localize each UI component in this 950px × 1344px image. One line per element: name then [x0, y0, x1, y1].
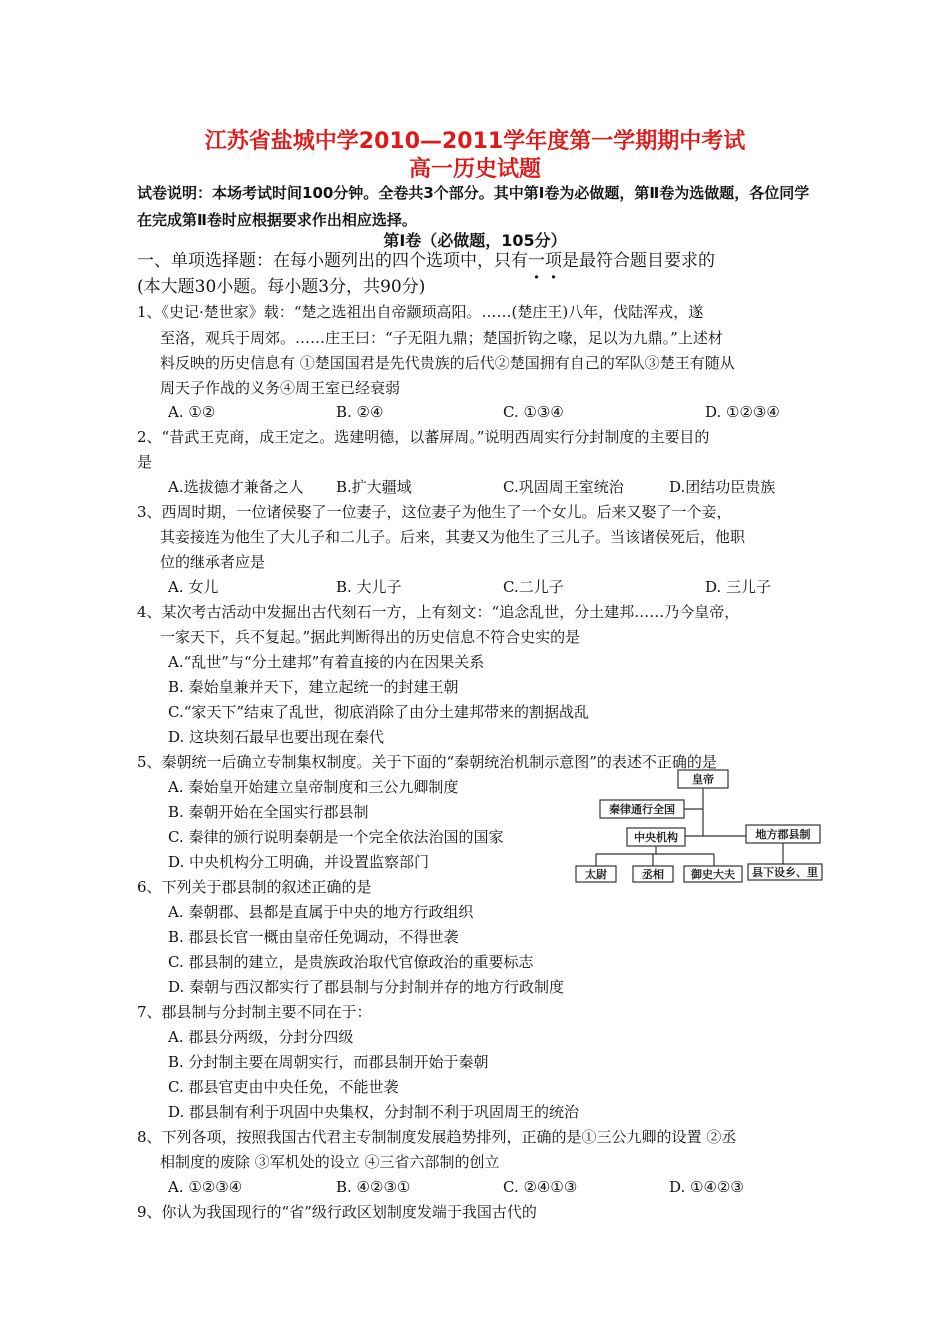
exam-title: 江苏省盐城中学2010—2011学年度第一学期期中考试	[204, 129, 746, 154]
emperor-label: 皇帝	[692, 773, 714, 786]
part1-heading: 第Ⅰ卷（必做题，105分）	[383, 231, 567, 250]
q3-option-c: C.二儿子	[503, 578, 564, 596]
q6-option-a: A. 秦朝郡、县都是直属于中央的地方行政组织	[168, 903, 474, 921]
q8-option-b: B. ④②③①	[336, 1178, 411, 1196]
section-line2: (本大题30小题。每小题3分，共90分)	[137, 277, 426, 297]
local-label: 地方郡县制	[755, 828, 811, 841]
q5-option-a: A. 秦始皇开始建立皇帝制度和三公九卿制度	[168, 778, 459, 796]
section-pre: 一、单项选择题：在每小题列出的四个选项中，只有	[137, 251, 528, 271]
q1-line4: 周天子作战的义务④周王室已经衰弱	[160, 379, 401, 397]
q3-line2: 其妾接连为他生了大儿子和二儿子。后来，其妻又为他生了三儿子。当该诸侯死后，他职	[160, 528, 746, 546]
q7-line1: 7、郡县制与分封制主要不同在于：	[137, 1003, 372, 1021]
q2-option-b: B.扩大疆域	[336, 478, 412, 496]
q4-option-d: D. 这块刻石最早也要出现在秦代	[168, 728, 385, 746]
q5-line1: 5、秦朝统一后确立专制集权制度。关于下面的“秦朝统治机制示意图”的表述不正确的是	[137, 753, 717, 771]
qin-governance-diagram	[570, 768, 824, 886]
q7-option-a: A. 郡县分两级，分封分四级	[168, 1028, 354, 1046]
q5-option-d: D. 中央机构分工明确，并设置监察部门	[168, 853, 430, 871]
county-label: 县下设乡、里	[752, 866, 818, 879]
q1-option-a: A. ①②	[168, 403, 216, 421]
q4-option-b: B. 秦始皇兼并天下，建立起统一的封建王朝	[168, 678, 459, 696]
section-heading	[137, 248, 827, 300]
q6-option-d: D. 秦朝与西汉都实行了郡县制与分封制并存的地方行政制度	[168, 978, 565, 996]
q1-option-d: D. ①②③④	[705, 403, 780, 421]
exam-note: 试卷说明：本场考试时间100分钟。全卷共3个部分。其中第Ⅰ卷为必做题，第Ⅱ卷为选做题，各位同学在完成第Ⅱ卷时应根据要求作出相应选择。	[137, 184, 810, 229]
q8-option-a: A. ①②③④	[168, 1178, 243, 1196]
q3-option-b: B. 大儿子	[336, 578, 402, 596]
q3-option-a: A. 女儿	[168, 578, 219, 596]
q6-option-b: B. 郡县长官一概由皇帝任免调动，不得世袭	[168, 928, 459, 946]
q3-line1: 3、西周时期，一位诸侯娶了一位妻子，这位妻子为他生了一个女儿。后来又娶了一个妾，	[137, 503, 732, 521]
yushi-label: 御史大夫	[691, 868, 735, 881]
q4-option-c: C.“家天下”结束了乱世，彻底消除了由分土建邦带来的割据战乱	[168, 703, 590, 721]
q2-option-d: D.团结功臣贵族	[669, 478, 776, 496]
q8-option-d: D. ①④②③	[669, 1178, 744, 1196]
chengxiang-label: 丞相	[642, 868, 664, 881]
q1-option-b: B. ②④	[336, 403, 384, 421]
law-label: 秦律通行全国	[609, 803, 675, 816]
q1-line3: 料反映的历史信息有 ①楚国国君是先代贵族的后代②楚国拥有自己的军队③楚王有随从	[160, 354, 735, 372]
q5-option-b: B. 秦朝开始在全国实行郡县制	[168, 803, 369, 821]
q2-line1: 2、“昔武王克商，成王定之。选建明德，以蕃屏周。”说明西周实行分封制度的主要目的	[137, 428, 710, 446]
dotted-char: 一	[528, 251, 545, 271]
q2-option-c: C.巩固周王室统治	[503, 478, 624, 496]
q7-option-b: B. 分封制主要在周朝实行，而郡县制开始于秦朝	[168, 1053, 489, 1071]
q6-option-c: C. 郡县制的建立，是贵族政治取代官僚政治的重要标志	[168, 953, 534, 971]
q3-option-d: D. 三儿子	[705, 578, 772, 596]
central-label: 中央机构	[634, 831, 678, 844]
exam-subtitle: 高一历史试题	[408, 157, 541, 182]
q4-line2: 一家天下，兵不复起。”据此判断得出的历史信息不符合史实的是	[160, 628, 581, 646]
q3-line3: 位的继承者应是	[160, 553, 266, 571]
q2-option-a: A.选拔德才兼备之人	[168, 478, 304, 496]
q4-option-a: A.“乱世”与“分土建邦”有着直接的内在因果关系	[168, 653, 485, 671]
q7-option-c: C. 郡县官吏由中央任免，不能世袭	[168, 1078, 399, 1096]
section-post: 是最符合题目要求的	[562, 251, 715, 271]
q7-option-d: D. 郡县制有利于巩固中央集权，分封制不利于巩固周王的统治	[168, 1103, 580, 1121]
q5-option-c: C. 秦律的颁行说明秦朝是一个完全依法治国的国家	[168, 828, 504, 846]
q8-option-c: C. ②④①③	[503, 1178, 578, 1196]
q8-line1: 8、下列各项，按照我国古代君主专制制度发展趋势排列，正确的是①三公九卿的设置 ②丞	[137, 1128, 737, 1146]
dotted-char: 项	[545, 251, 562, 271]
q1-line2: 至洛，观兵于周郊。……庄王曰：“子无阻九鼎；楚国折钩之喙，足以为九鼎。”上述材	[160, 329, 723, 347]
q8-line2: 相制度的废除 ③军机处的设立 ④三省六部制的创立	[160, 1153, 500, 1171]
q9-line1: 9、你认为我国现行的“省”级行政区划制度发端于我国古代的	[137, 1203, 537, 1221]
q4-line1: 4、某次考古活动中发掘出古代刻石一方，上有刻文：“追念乱世，分土建邦……乃今皇帝，	[137, 603, 740, 621]
q2-line2: 是	[137, 453, 153, 471]
q1-line1: 1、《史记·楚世家》载：“楚之选祖出自帝颛顼高阳。……(楚庄王)八年，伐陆浑戎，遂	[137, 303, 704, 321]
taiwei-label: 太尉	[585, 868, 607, 881]
q6-line1: 6、下列关于郡县制的叙述正确的是	[137, 878, 372, 896]
q1-option-c: C. ①③④	[503, 403, 564, 421]
